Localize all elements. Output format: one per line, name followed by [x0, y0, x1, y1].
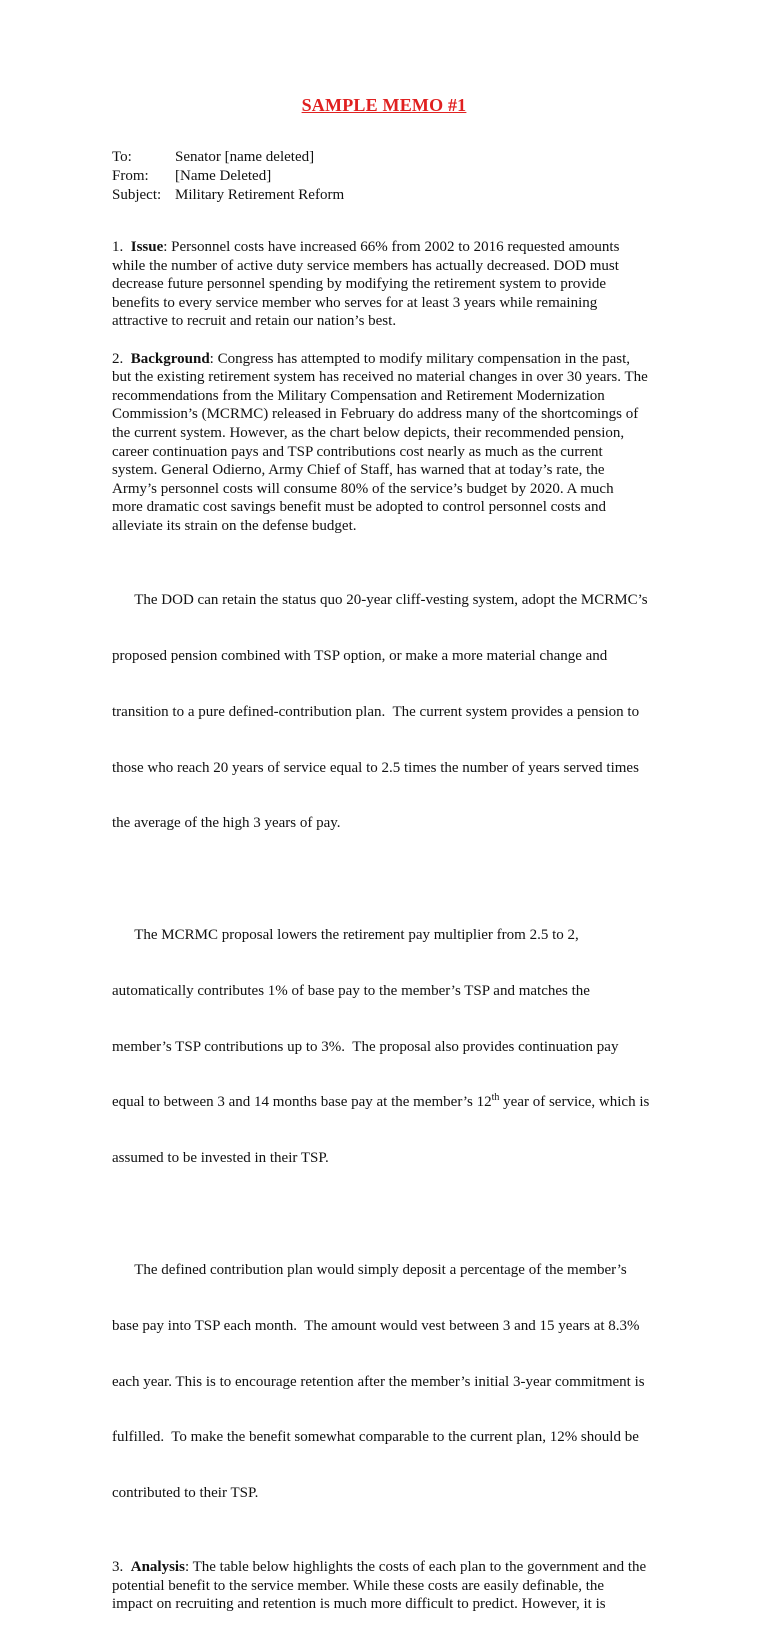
background-paragraph	[112, 350, 660, 536]
memo-header	[112, 148, 344, 205]
to-label: To:	[112, 149, 132, 165]
dod-line-4: those who reach 20 years of service equal to 2.5 times the number of years served times	[112, 759, 639, 776]
analysis-line-1	[112, 1558, 660, 1577]
issue-line-4: benefits to every service member who serves for at least 3 years while remaining	[112, 294, 598, 311]
analysis-text-1: : The table below highlights the costs of each plan to the government and the	[184, 1558, 647, 1575]
to-row	[112, 148, 344, 167]
from-value: [Name Deleted]	[175, 168, 272, 184]
mcrmc-line-5: assumed to be invested in their TSP.	[112, 1150, 329, 1167]
dc-line-2: base pay into TSP each month. The amount would vest between 3 and 15 years at 8.3%	[112, 1317, 640, 1334]
issue-number: 1.	[112, 239, 124, 255]
dc-line-4: fulfilled. To make the benefit somewhat comparable to the current plan, 12% should be	[112, 1429, 639, 1446]
analysis-number: 3.	[112, 1558, 124, 1575]
dod-options-paragraph	[112, 554, 660, 870]
background-line-4: Commission’s (MCRMC) released in February do address many of the shortcomings of	[112, 406, 639, 423]
to-value: Senator [name deleted]	[175, 149, 315, 165]
background-line-2: but the existing retirement system has received no material changes in over 30 years. The	[112, 369, 648, 386]
mcrmc-line-4	[112, 1093, 660, 1112]
dc-line-5: contributed to their TSP.	[112, 1485, 259, 1502]
issue-text-1: : Personnel costs have increased 66% from 2002 to 2016 requested amounts	[163, 239, 620, 255]
dod-line-3: transition to a pure defined-contribution plan. The current system provides a pension to	[112, 703, 640, 720]
background-line-5: the current system. However, as the chart below depicts, their recommended pension,	[112, 424, 625, 441]
background-line-8: Army’s personnel costs will consume 80% of the service’s budget by 2020. A much	[112, 480, 614, 497]
dc-line-1: The defined contribution plan would simply deposit a percentage of the member’s	[112, 1262, 627, 1279]
defined-contribution-paragraph	[112, 1224, 660, 1540]
mcrmc-line-1: The MCRMC proposal lowers the retirement pay multiplier from 2.5 to 2,	[112, 926, 579, 943]
background-heading: Background	[130, 350, 210, 367]
analysis-line-3: impact on recruiting and retention is much more difficult to predict. However, it is	[112, 1596, 606, 1613]
dod-line-1: The DOD can retain the status quo 20-year cliff-vesting system, adopt the MCRMC’s	[112, 592, 648, 609]
mcrmc-proposal-paragraph	[112, 889, 660, 1205]
issue-heading: Issue	[130, 239, 164, 255]
mcrmc-line-4-after: year of service, which is	[499, 1094, 650, 1111]
background-line-9: more dramatic cost savings benefit must be adopted to control personnel costs and	[112, 499, 607, 516]
background-text-1: : Congress has attempted to modify military compensation in the past,	[209, 350, 631, 367]
mcrmc-line-4-before: equal to between 3 and 14 months base pay at the member’s 12	[112, 1094, 492, 1111]
mcrmc-line-3: member’s TSP contributions up to 3%. The proposal also provides continuation pay	[112, 1038, 619, 1055]
issue-line-5: attractive to recruit and retain our nation’s best.	[112, 313, 397, 330]
from-row	[112, 167, 344, 186]
background-line-7: system. General Odierno, Army Chief of Staff, has warned that at today’s rate, the	[112, 462, 605, 479]
background-number: 2.	[112, 350, 124, 367]
from-label: From:	[112, 168, 149, 184]
issue-line-1	[112, 238, 660, 257]
memo-title: SAMPLE MEMO #1	[301, 95, 467, 115]
memo-body	[112, 238, 660, 1632]
subject-label: Subject:	[112, 187, 162, 203]
mcrmc-line-4-sup: th	[491, 1092, 500, 1104]
background-line-1	[112, 350, 660, 369]
analysis-paragraph	[112, 1558, 660, 1614]
subject-value: Military Retirement Reform	[175, 187, 345, 203]
background-line-10: alleviate its strain on the defense budget.	[112, 517, 357, 534]
issue-line-2: while the number of active duty service members has actually decreased. DOD must	[112, 257, 619, 274]
issue-paragraph	[112, 238, 660, 331]
background-line-3: recommendations from the Military Compensation and Retirement Modernization	[112, 387, 605, 404]
subject-row	[112, 186, 344, 205]
dc-line-3: each year. This is to encourage retention after the member’s initial 3-year commitment is	[112, 1373, 645, 1390]
dod-line-5: the average of the high 3 years of pay.	[112, 815, 341, 832]
background-line-6: career continuation pays and TSP contributions cost nearly as much as the current	[112, 443, 603, 460]
analysis-heading: Analysis	[130, 1558, 185, 1575]
mcrmc-line-2: automatically contributes 1% of base pay to the member’s TSP and matches the	[112, 982, 590, 999]
issue-line-3: decrease future personnel spending by modifying the retirement system to provide	[112, 276, 607, 293]
analysis-line-2: potential benefit to the service member. While these costs are easily definable, the	[112, 1577, 605, 1594]
dod-line-2: proposed pension combined with TSP option, or make a more material change and	[112, 648, 608, 665]
